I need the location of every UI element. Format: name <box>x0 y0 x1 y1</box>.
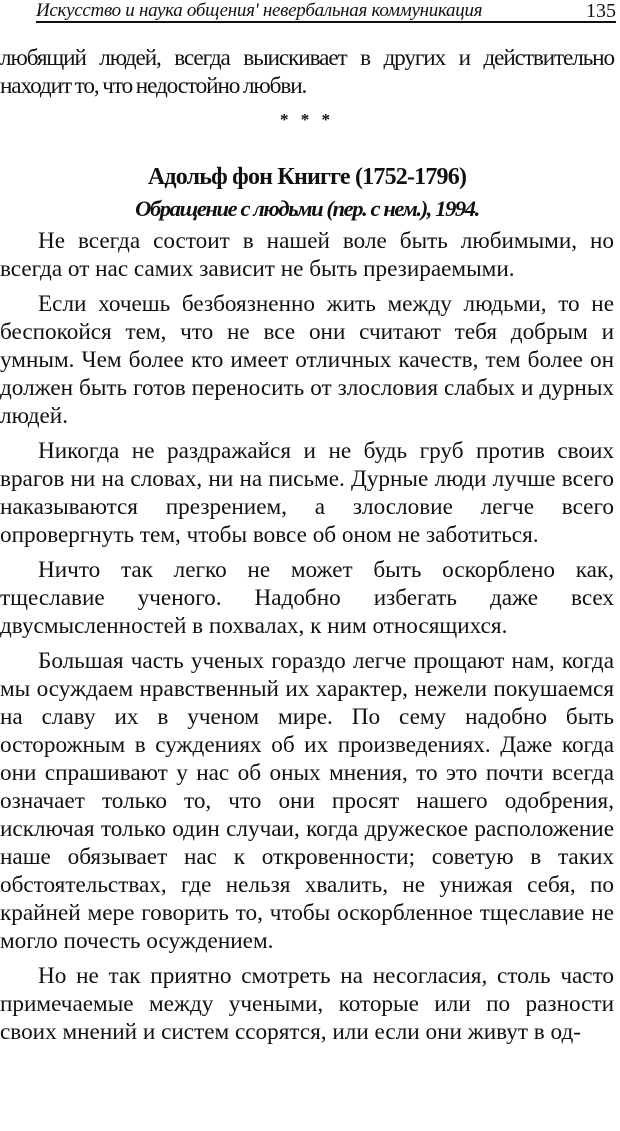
paragraph: Но не так приятно смотреть на несогласия, столь часто примечаемые между учеными, которые или по разности своих мнений и систем ссорятся, или если они живут в од- <box>0 963 614 1045</box>
source-subheading: Обращение с людьми (пер. с нем.), 1994. <box>135 196 479 221</box>
page-content <box>0 44 614 1046</box>
paragraph: Если хочешь безбоязненно жить между людьми, то не беспокойся тем, что не все они считают тебя добрым и умным. Чем более кто имеет отличных качеств, тем более он должен быть готов переносить от злословия слабых и дурных людей. <box>0 291 614 429</box>
paragraph: Ничто так легко не может быть оскорблено как, тщеславие ученого. Надобно избегать даже всех двусмысленностей в похвалах, к ним относящихся. <box>0 557 614 639</box>
paragraph: Никогда не раздражайся и не будь груб против своих врагов ни на словах, ни на письме. Дурные люди лучше всего наказываются презрением, а злословие легче всего опровергнуть тем, чтобы вовсе об оном не заботиться. <box>0 438 614 548</box>
paragraph: Большая часть ученых гораздо легче прощают нам, когда мы осуждаем нравственный их характер, нежели покушаемся на славу их в ученом мире. По сему надобно быть осторожным в суждениях об их произведениях. Даже когда они спрашивают у нас об оных мнения, то это почти всегда означает только то, что они просят нашего одобрения, исключая только один случаи, когда дружеское расположение наше обязывает нас к откровенности; советую в таких обстоятельствах, где нельзя хвалить, не унижая себя, по крайней мере говорить то, чтобы оскорбленное тщеславие не могло почесть осуждением. <box>0 648 614 954</box>
section-separator: * * * <box>280 110 334 129</box>
page-number: 135 <box>586 0 616 22</box>
paragraph: Не всегда состоит в нашей воле быть любимыми, но всегда от нас самих зависит не быть презираемыми. <box>0 228 614 282</box>
continued-paragraph: любящий людей, всегда выискивает в других и действительно находит то, что недостойно любви. <box>0 45 614 99</box>
running-title: Искусство и наука общения' невербальная коммуникация <box>36 0 483 21</box>
running-header <box>36 0 616 23</box>
author-heading: Адольф фон Книгге (1752-1796) <box>147 164 467 190</box>
